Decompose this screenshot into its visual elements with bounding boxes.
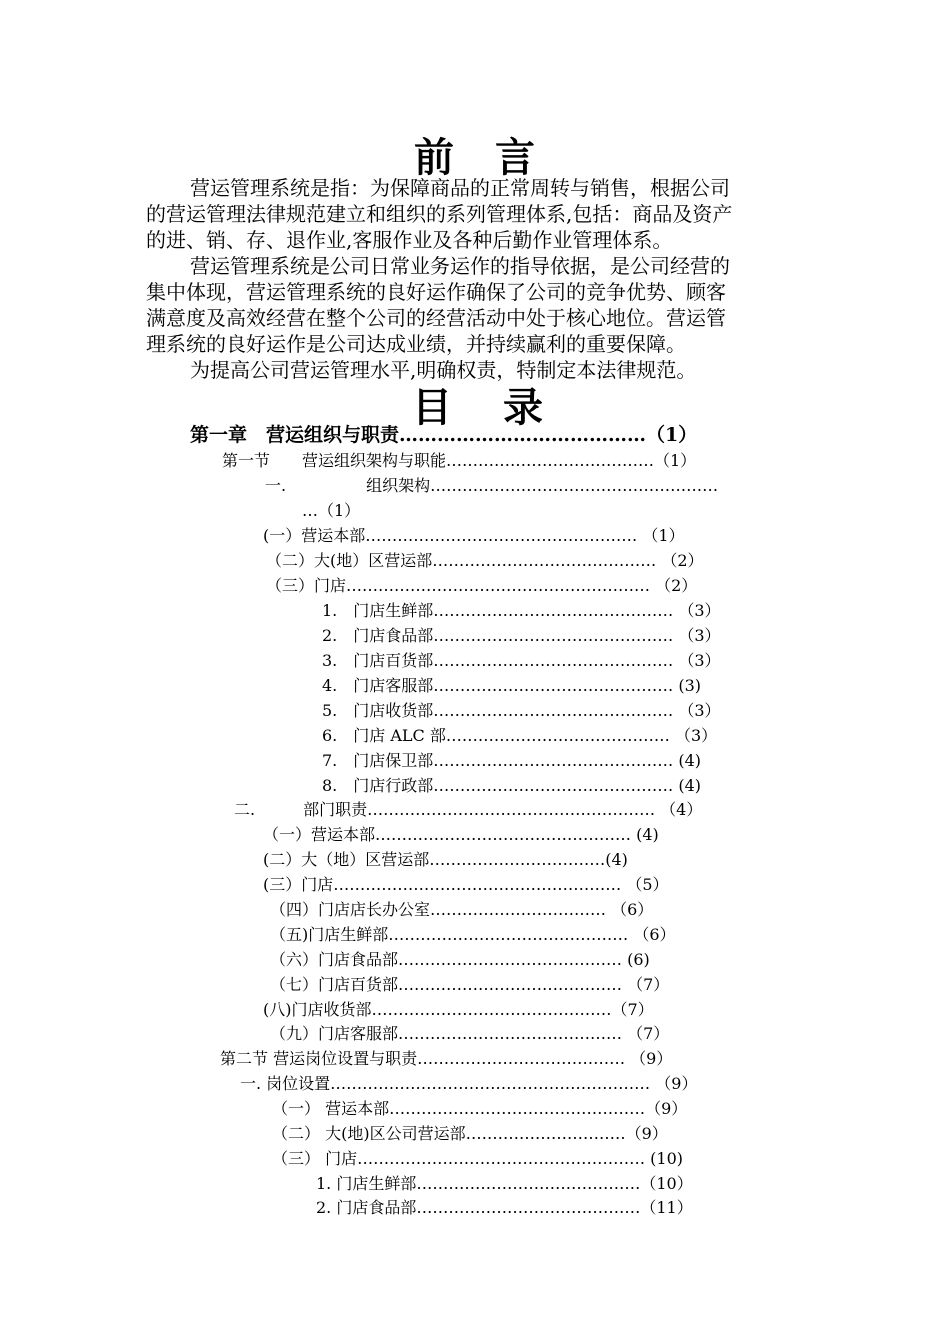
toc-title-char-2: 录 (503, 384, 545, 431)
preface-title-char-2: 言 (495, 134, 537, 181)
toc-entry[interactable]: 5. 门店收货部……………………………………… （3） (322, 701, 721, 720)
toc-entry[interactable]: 二. 部门职责……………………………………………… （4） (234, 800, 703, 819)
toc-entry[interactable]: （七）门店百货部…………………………………… （7） (270, 975, 670, 994)
toc-entry[interactable]: 3. 门店百货部……………………………………… （3） (322, 651, 721, 670)
preface-line: 营运管理系统是指：为保障商品的正常周转与销售，根据公司 (190, 176, 730, 200)
preface-line: 的营运管理法律规范建立和组织的系列管理体系,包括：商品及资产 (146, 202, 733, 226)
toc-entry[interactable]: （二） 大(地)区公司营运部…………………………（9） (272, 1124, 668, 1143)
toc-entry[interactable]: 2. 门店食品部……………………………………… （3） (322, 626, 721, 645)
toc-entry[interactable]: （四）门店店长办公室…………………………… （6） (270, 900, 654, 919)
toc-chapter-1[interactable]: 第一章 营运组织与职责…………………………………（1） (190, 424, 698, 446)
toc-section-1[interactable]: 第一节 营运组织架构与职能…………………………………（1） (222, 451, 697, 470)
toc-entry[interactable]: 1. 门店生鲜部……………………………………… （3） (322, 601, 721, 620)
toc-entry[interactable]: （一）营运本部………………………………………… (4) (263, 825, 659, 844)
toc-entry[interactable]: 4. 门店客服部……………………………………… (3) (322, 676, 702, 695)
toc-entry[interactable]: …（1） (302, 501, 361, 520)
preface-line: 理系统的良好运作是公司达成业绩，并持续赢利的重要保障。 (146, 332, 686, 356)
toc-entry[interactable]: 7. 门店保卫部……………………………………… (4) (322, 751, 702, 770)
toc-entry[interactable]: 1. 门店生鲜部……………………………………（10） (316, 1174, 693, 1193)
toc-entry[interactable]: (三）门店……………………………………………… （5） (263, 875, 669, 894)
toc-entry[interactable]: 8. 门店行政部……………………………………… (4) (322, 776, 702, 795)
preface-line: 营运管理系统是公司日常业务运作的指导依据，是公司经营的 (190, 254, 730, 278)
toc-entry[interactable]: （三）门店………………………………………………… （2） (266, 576, 698, 595)
preface-line: 满意度及高效经营在整个公司的经营活动中处于核心地位。营运管 (146, 306, 726, 330)
toc-entry[interactable]: （九）门店客服部…………………………………… （7） (270, 1024, 670, 1043)
preface-title-char-1: 前 (414, 134, 456, 181)
toc-entry[interactable]: （一） 营运本部…………………………………………（9） (272, 1099, 688, 1118)
toc-entry[interactable]: (一）营运本部…………………………………………… （1） (263, 526, 685, 545)
toc-entry[interactable]: (二）大（地）区营运部……………………………(4) (263, 850, 628, 869)
toc-entry[interactable]: 一. 岗位设置…………………………………………………… （9） (240, 1074, 698, 1093)
toc-entry[interactable]: 6. 门店 ALC 部…………………………………… （3） (322, 726, 718, 745)
toc-entry[interactable]: 2. 门店食品部……………………………………（11） (316, 1198, 693, 1217)
preface-body (146, 175, 810, 383)
toc-title-char-1: 目 (412, 384, 454, 431)
preface-line: 集中体现，营运管理系统的良好运作确保了公司的竞争优势、顾客 (146, 280, 726, 304)
preface-line: 的进、销、存、退作业,客服作业及各种后勤作业管理体系。 (146, 228, 673, 252)
toc-section-2[interactable]: 第二节 营运岗位设置与职责………………………………… （9） (220, 1049, 673, 1068)
toc-entry[interactable]: (八)门店收货部………………………………………（7） (263, 1000, 654, 1019)
toc-entry[interactable]: （五)门店生鲜部……………………………………… （6） (270, 925, 676, 944)
toc-entry[interactable]: 一. 组织架构……………………………………………… (265, 476, 719, 495)
toc-entry[interactable]: （六）门店食品部…………………………………… (6) (270, 950, 650, 969)
toc-entry[interactable]: （三） 门店……………………………………………… (10) (272, 1149, 684, 1168)
toc-entry[interactable]: （二）大(地）区营运部…………………………………… （2） (266, 551, 704, 570)
preface-line: 为提高公司营运管理水平,明确权责，特制定本法律规范。 (190, 358, 697, 382)
